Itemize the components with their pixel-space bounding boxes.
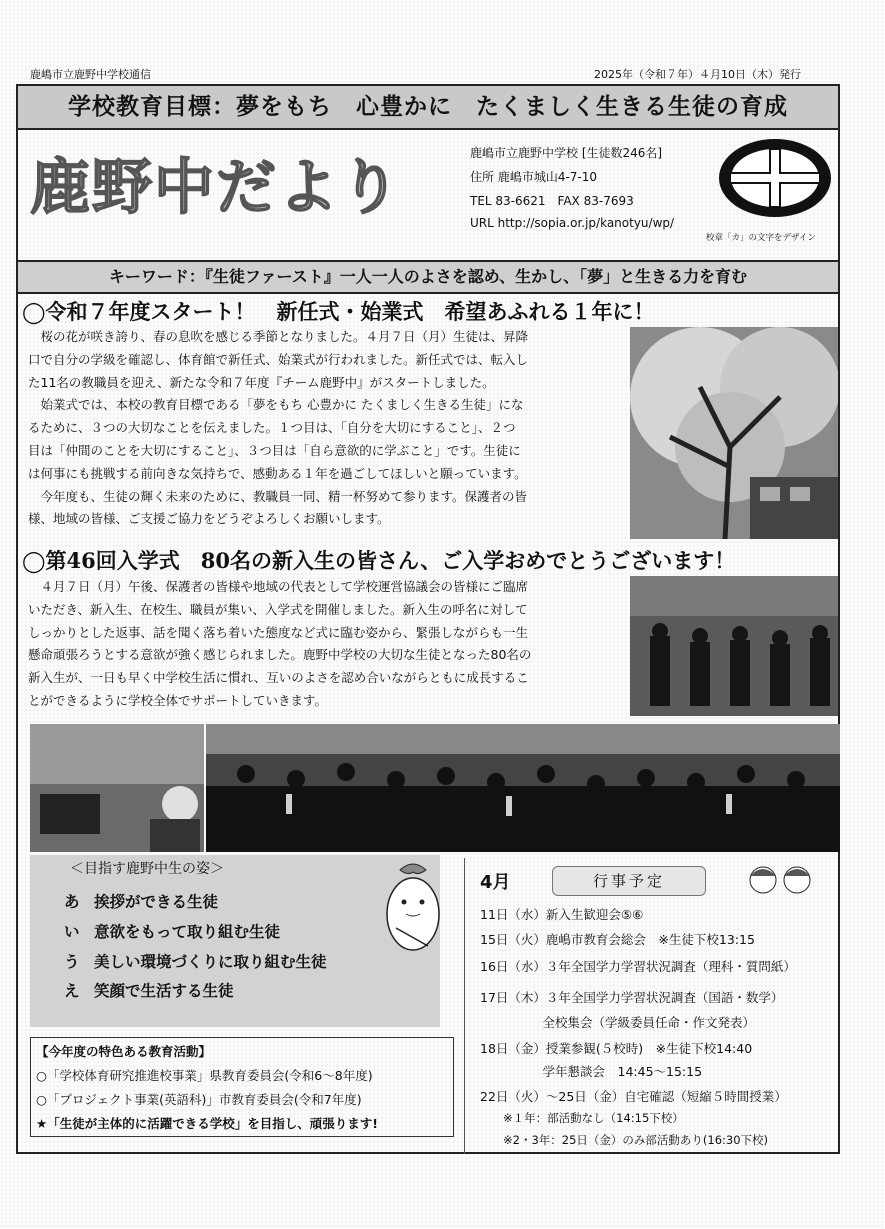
schedule-item: 学年懇談会 14:45～15:15	[480, 1064, 703, 1079]
article2-line: しっかりとした返事、話を聞く落ち着いた態度など式に臨む姿から、緊張しながらも一生	[28, 624, 529, 640]
stage-flowers-photo	[30, 724, 204, 852]
issue-date: 2025年（令和７年）４月10日（木）発行	[594, 68, 801, 81]
mascot-icon	[378, 858, 448, 954]
schedule-item: 17日（木）３年全国学力学習状況調査（国語・数学）	[480, 990, 784, 1005]
schedule-item: 全校集会（学級委員任命・作文発表）	[480, 1015, 756, 1030]
schedule-item: 18日（金）授業参観(５校時) ※生徒下校14:40	[480, 1041, 753, 1056]
ceremony-hall-photo	[630, 576, 838, 716]
features-title: 【今年度の特色ある教育活動】	[36, 1044, 212, 1059]
schedule-month: 4月	[480, 872, 511, 893]
article2-line: 新入生が、一日も早く中学校生活に慣れ、互いのよさを認め合いながらともに成長するこ	[28, 670, 529, 686]
article1-line: 今年度も、生徒の輝く未来のために、教職員一同、精一杯努めて参ります。保護者の皆	[28, 488, 528, 504]
article1-line: 目は「仲間のことを大切にすること」、３つ目は「自ら意欲的に学ぶこと」です。生徒に	[28, 442, 521, 458]
entrance-ceremony-crowd-photo	[206, 724, 840, 852]
features-item: ★「生徒が主体的に活躍できる学校」を目指し、頑張ります!	[36, 1116, 378, 1131]
ideal-item-key: う	[64, 953, 80, 971]
article2-heading: ◯第46回入学式 80名の新入生の皆さん、ご入学おめでとうございます！	[22, 548, 736, 573]
article2-line: 懸命頑張ろうとする意欲が強く感じられました。鹿野中学校の大切な生徒となった80名の	[28, 647, 532, 663]
article1-heading: ◯令和７年度スタート！ 新任式・始業式 希望あふれる１年に！	[22, 299, 655, 324]
schedule-item: 16日（水）３年全国学力学習状況調査（理科・質問紙）	[480, 959, 796, 974]
article2-body	[28, 576, 624, 713]
schedule-item: 22日（火）～25日（金）自宅確認（短縮５時間授業）	[480, 1089, 787, 1104]
ideal-item	[64, 890, 218, 912]
article1-line: 桜の花が咲き誇り、春の息吹を感じる季節となりました。４月７日（月）生徒は、昇降	[28, 329, 529, 344]
article1-line: た11名の教職員を迎え、新たな令和７年度『チーム鹿野中』がスタートしました。	[28, 374, 495, 390]
ideal-item	[64, 950, 327, 972]
article1-line: 口で自分の学級を確認し、体育館で新任式、始業式が行われました。新任式では、転入し	[28, 351, 529, 367]
school-goal-banner: 学校教育目標：夢をもち 心豊かに たくましく生きる生徒の育成	[18, 86, 838, 130]
newsletter-series-name: 鹿嶋市立鹿野中学校通信	[30, 68, 151, 81]
ideal-item-text: 意欲をもって取り組む生徒	[94, 923, 281, 941]
school-url: URL http://sopia.or.jp/kanotyu/wp/	[470, 216, 675, 230]
school-emblem-icon	[716, 136, 834, 220]
ideal-item-text: 笑顔で生活する生徒	[94, 982, 234, 1000]
kids-faces-icon	[745, 862, 817, 894]
school-phone: TEL 83-6621 FAX 83-7693	[470, 194, 634, 208]
newsletter-title: 鹿野中だより	[30, 153, 402, 223]
article1-line: るために、３つの大切なことを伝えました。１つ目は、「自分を大切にすること」、２つ	[28, 420, 516, 436]
keyword-banner: キーワード：『生徒ファースト』一人一人のよさを認め、生かし、「夢」と生きる力を育む	[18, 260, 838, 294]
article1-line: は何事にも挑戦する前向きな気持ちで、感動ある１年を過ごしてほしいと願っています。	[28, 465, 527, 481]
article2-line: いただき、新入生、在校生、職員が集い、入学式を開催しました。新入生の呼名に対して	[28, 601, 528, 617]
ideal-item-key: い	[64, 923, 80, 941]
cherry-tree-photo	[630, 327, 838, 539]
article1-line: 始業式では、本校の教育目標である「夢をもち 心豊かに たくましく生きる生徒」にな	[28, 397, 524, 413]
ideal-item-key: え	[64, 982, 80, 1000]
schedule-label: 行事予定	[552, 866, 706, 896]
schedule-item: ※2・3年：25日（金）のみ部活動あり(16:30下校)	[480, 1133, 769, 1147]
ideal-item	[64, 979, 234, 1001]
schedule-item: 11日（水）新入生歓迎会⑤⑥	[480, 907, 644, 922]
ideal-item-key: あ	[64, 893, 80, 911]
article1-line: 様、地域の皆様、ご支援ご協力をどうぞよろしくお願いします。	[28, 511, 390, 527]
article2-line: とができるように学校全体でサポートしていきます。	[28, 692, 328, 708]
ideal-item-text: 挨拶ができる生徒	[94, 893, 219, 911]
school-name: 鹿嶋市立鹿野中学校 [生徒数246名]	[470, 146, 663, 160]
ideal-item	[64, 920, 280, 942]
schedule-item: ※１年：部活動なし（14:15下校）	[480, 1111, 684, 1125]
article2-line: ４月７日（月）午後、保護者の皆様や地域の代表として学校運営協議会の皆様にご臨席	[28, 579, 529, 594]
features-item: ○「プロジェクト事業(英語科)」市教育委員会(令和7年度)	[36, 1092, 362, 1107]
ideal-student-title: ＜目指す鹿野中生の姿＞	[70, 861, 224, 877]
emblem-caption: 校章「カ」の文字をデザイン	[706, 233, 816, 243]
article1-body	[28, 326, 624, 531]
schedule-item: 15日（火）鹿嶋市教育会総会 ※生徒下校13:15	[480, 932, 755, 947]
features-item: ○「学校体育研究推進校事業」県教育委員会(令和6～8年度)	[36, 1068, 373, 1083]
school-address: 住所 鹿嶋市城山4-7-10	[470, 170, 598, 184]
ideal-item-text: 美しい環境づくりに取り組む生徒	[94, 953, 327, 971]
